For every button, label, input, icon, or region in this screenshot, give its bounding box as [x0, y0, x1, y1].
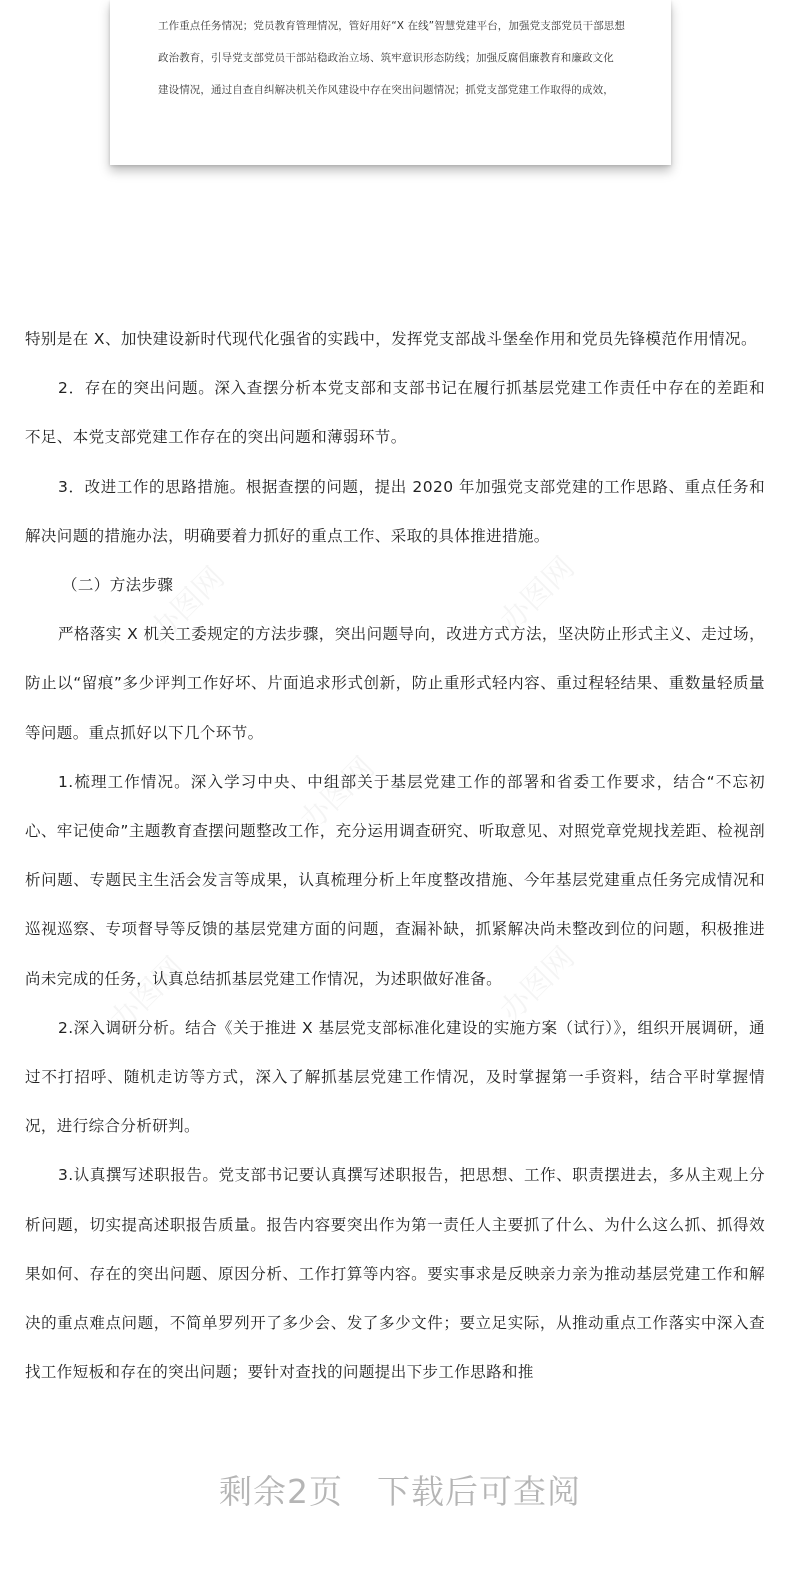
remaining-pages-notice[interactable]: 剩余2页 下载后可查阅 [219, 1472, 581, 1511]
paragraph: 2.深入调研分析。结合《关于推进 X 基层党支部标准化建设的实施方案（试行）》，组织开展调研，通过不打招呼、随机走访等方式，深入了解抓基层党建工作情况，及时掌握第一手资料，结合平时掌握情况，进行综合分析研判。 [25, 1018, 765, 1136]
preview-line: 工作重点任务情况；党员教育管理情况，管好用好“X 在线”智慧党建平台，加强党支部党员干部思想 [158, 20, 626, 32]
paragraph: 严格落实 X 机关工委规定的方法步骤，突出问题导向，改进方式方法，坚决防止形式主义、走过场，防止以“留痕”多少评判工作好坏、片面追求形式创新，防止重形式轻内容、重过程轻结果、重数量轻质量等问题。重点抓好以下几个环节。 [25, 625, 765, 742]
paragraph: 特别是在 X、加快建设新时代现代化强省的实践中，发挥党支部战斗堡垒作用和党员先锋模范作用情况。 [25, 330, 757, 348]
section-heading: （二）方法步骤 [62, 576, 174, 595]
paragraph: 2．存在的突出问题。深入查摆分析本党支部和支部书记在履行抓基层党建工作责任中存在的差距和不足、本党支部党建工作存在的突出问题和薄弱环节。 [25, 379, 765, 447]
preview-line: 政治教育，引导党支部党员干部站稳政治立场、筑牢意识形态防线；加强反腐倡廉教育和廉政文化 [158, 52, 614, 64]
page-preview-card [110, 0, 671, 165]
paragraph: 3.认真撰写述职报告。党支部书记要认真撰写述职报告，把思想、工作、职责摆进去，多从主观上分析问题，切实提高述职报告质量。报告内容要突出作为第一责任人主要抓了什么、为什么这么抓、抓得效果如何、存在的突出问题、原因分析、工作打算等内容。要实事求是反映亲力亲为推动基层党建工作和解决的重点难点问题，不简单罗列开了多少会、发了多少文件；要立足实际，从推动重点工作落实中深入查找工作短板和存在的突出问题；要针对查找的问题提出下步工作思路和推 [25, 1166, 765, 1382]
paragraph: 3．改进工作的思路措施。根据查摆的问题，提出 2020 年加强党支部党建的工作思路、重点任务和解决问题的措施办法，明确要着力抓好的重点工作、采取的具体推进措施。 [25, 477, 765, 545]
preview-line: 建设情况，通过自查自纠解决机关作风建设中存在突出问题情况；抓党支部党建工作取得的成效， [158, 84, 614, 96]
document-body [25, 315, 765, 1397]
paragraph: 1.梳理工作情况。深入学习中央、中组部关于基层党建工作的部署和省委工作要求，结合“不忘初心、牢记使命”主题教育查摆问题整改工作，充分运用调查研究、听取意见、对照党章党规找差距、检视剖析问题、专题民主生活会发言等成果，认真梳理分析上年度整改措施、今年基层党建重点任务完成情况和巡视巡察、专项督导等反馈的基层党建方面的问题，查漏补缺，抓紧解决尚未整改到位的问题，积极推进尚未完成的任务，认真总结抓基层党建工作情况，为述职做好准备。 [25, 772, 765, 988]
